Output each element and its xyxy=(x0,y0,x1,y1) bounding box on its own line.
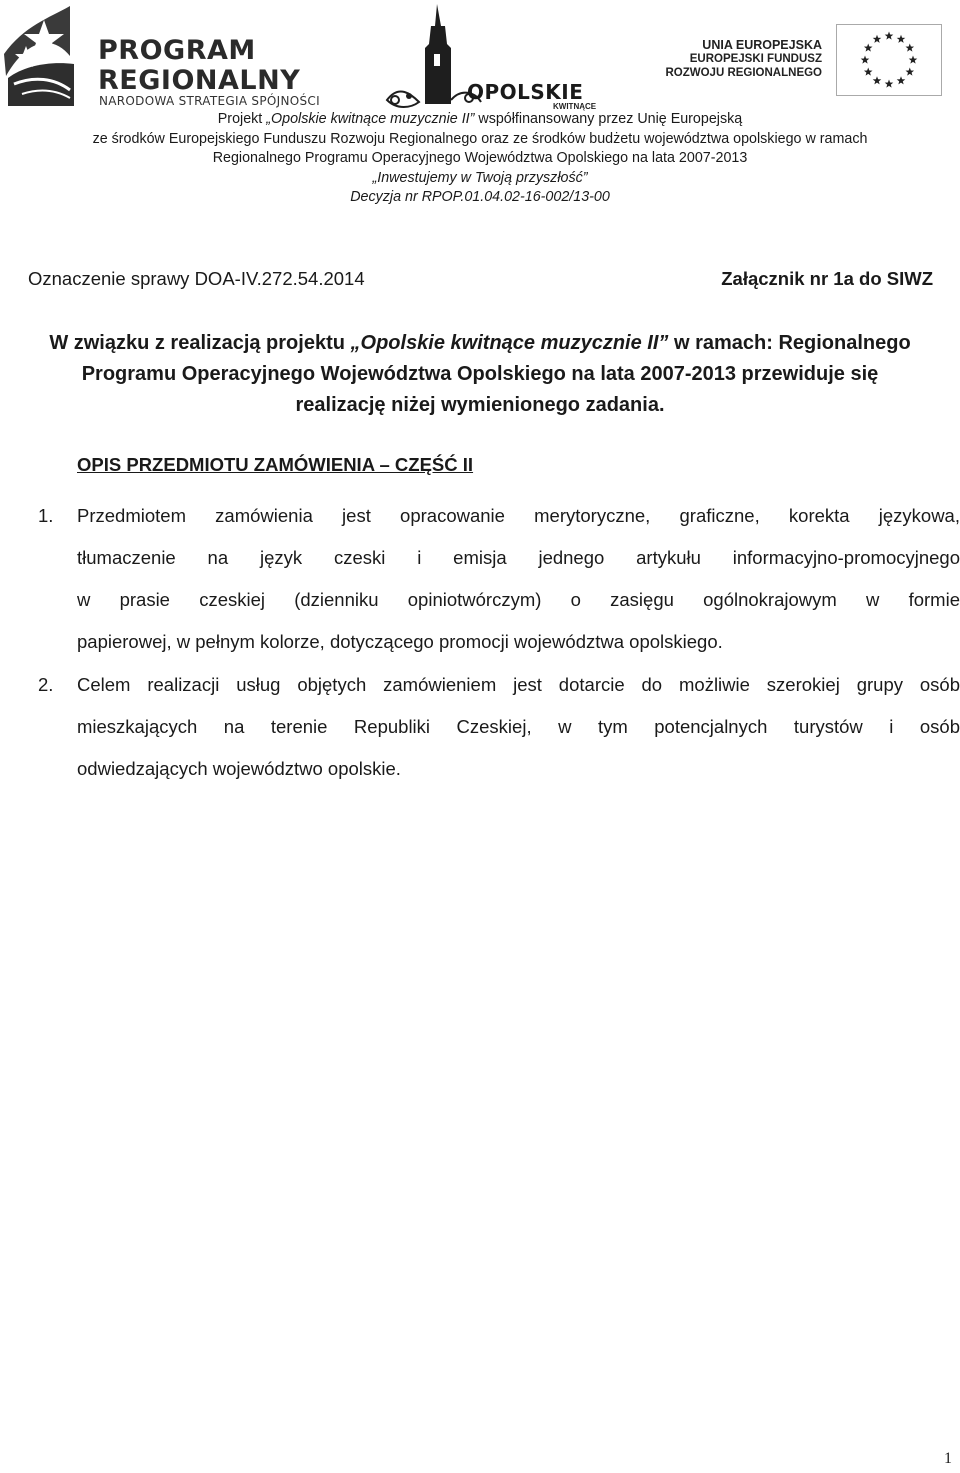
project-line-2: ze środków Europejskiego Funduszu Rozwoju Regionalnego oraz ze środków budżetu województwa opolskiego w ramach xyxy=(92,130,868,147)
section-title: OPIS PRZEDMIOTU ZAMÓWIENIA – CZĘŚĆ II xyxy=(77,454,474,475)
project-line-3: Regionalnego Programu Operacyjnego Województwa Opolskiego na lata 2007-2013 xyxy=(212,150,748,166)
opolskie-logo xyxy=(385,4,597,112)
list-item-line: Przedmiotem zamówienia jest opracowanie merytoryczne, graficzne, korekta językowa, xyxy=(77,505,960,526)
eu-star xyxy=(885,80,894,88)
intro-paragraph xyxy=(0,328,960,421)
list-item-number: 1. xyxy=(38,505,54,526)
intro-line-3: realizację niżej wymienionego zadania. xyxy=(295,394,665,416)
list-item-line: tłumaczenie na język czeski i emisja jednego artykułu informacyjno-promocyjnego xyxy=(77,547,960,568)
eu-star xyxy=(861,56,870,64)
star-swoosh-logo-icon xyxy=(4,6,96,111)
eu-star xyxy=(909,56,918,64)
list-item-line: odwiedzających województwo opolskie. xyxy=(77,758,401,779)
intro-line-2: Programu Operacyjnego Województwa Opolskiego na lata 2007-2013 przewiduje się xyxy=(81,363,879,385)
program-regionalny-logo xyxy=(4,6,344,111)
eu-logo-text: UNIA EUROPEJSKA EUROPEJSKI FUNDUSZ ROZWOJU REGIONALNEGO xyxy=(665,38,822,79)
eu-star xyxy=(864,44,873,52)
list-item-line: w prasie czeskiej (dzienniku opiniotwórczym) o zasięgu ogólnokrajowym w formie xyxy=(77,589,960,610)
program-logo-title: PROGRAM REGIONALNY xyxy=(98,35,301,96)
eu-star xyxy=(873,35,882,43)
program-logo-subtitle: NARODOWA STRATEGIA SPÓJNOŚCI xyxy=(99,94,320,108)
eu-star xyxy=(864,68,873,76)
eu-star xyxy=(906,44,915,52)
attachment-label: Załącznik nr 1a do SIWZ xyxy=(721,268,933,289)
page-number: 1 xyxy=(944,1450,952,1467)
eu-flag xyxy=(836,24,942,96)
eu-star xyxy=(897,76,906,84)
opolskie-logo-name: OPOLSKIE xyxy=(467,80,584,104)
project-slogan: „Inwestujemy w Twoją przyszłość” xyxy=(372,169,588,186)
eu-star xyxy=(906,68,915,76)
project-info xyxy=(0,110,960,208)
project-title: „Opolskie kwitnące muzycznie II” xyxy=(266,111,475,127)
list-item-number: 2. xyxy=(38,674,54,695)
list-item-line: papierowej, w pełnym kolorze, dotyczącego promocji województwa opolskiego. xyxy=(77,631,723,652)
intro-line-1: W związku z realizacją projektu „Opolskie kwitnące muzycznie II” w ramach: Regionalnego xyxy=(49,332,911,354)
project-decision: Decyzja nr RPOP.01.04.02-16-002/13-00 xyxy=(350,189,610,205)
case-sign: Oznaczenie sprawy DOA-IV.272.54.2014 xyxy=(28,268,365,289)
intro-project-title: „Opolskie kwitnące muzycznie II” xyxy=(350,332,669,354)
eu-flag-stars-icon xyxy=(837,25,941,95)
eu-logo xyxy=(650,22,950,98)
eu-star xyxy=(873,76,882,84)
project-line-1: Projekt „Opolskie kwitnące muzycznie II” współfinansowany przez Unię Europejską xyxy=(217,111,743,127)
eu-star xyxy=(897,35,906,43)
list-item-line: Celem realizacji usług objętych zamówieniem jest dotarcie do możliwie szerokiej grupy osób xyxy=(77,674,960,695)
eu-star xyxy=(885,32,894,40)
list-item-line: mieszkających na terenie Republiki Czeskiej, w tym potencjalnych turystów i osób xyxy=(77,716,960,737)
opolskie-logo-tagline: KWITNĄCE xyxy=(553,102,597,111)
